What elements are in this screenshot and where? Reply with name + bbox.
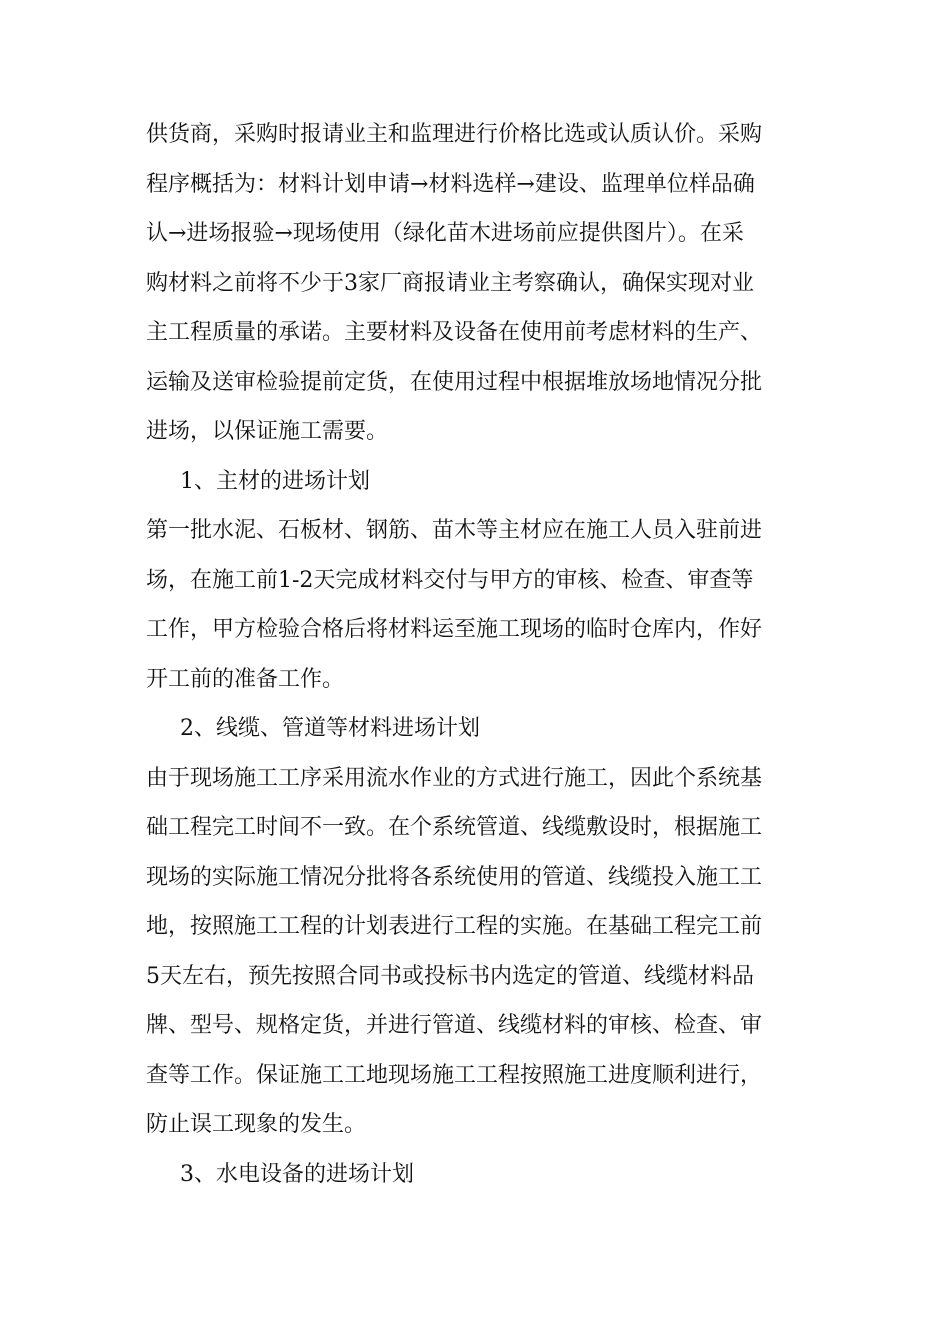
paragraph-line: 第一批水泥、石板材、钢筋、苗木等主材应在施工人员入驻前进 — [146, 518, 763, 543]
paragraph-line: 础工程完工时间不一致。在个系统管道、线缆敷设时，根据施工 — [146, 815, 763, 840]
document-page — [146, 110, 810, 1199]
paragraph-line: 防止误工现象的发生。 — [146, 1112, 367, 1137]
paragraph-line: 现场的实际施工情况分批将各系统使用的管道、线缆投入施工工 — [146, 864, 763, 890]
section-heading: 3、水电设备的进场计划 — [180, 1161, 414, 1187]
paragraph-line: 开工前的准备工作。 — [146, 666, 345, 692]
paragraph-line: 供货商，采购时报请业主和监理进行价格比选或认质认价。采购 — [146, 122, 763, 147]
paragraph-line: 场，在施工前1-2天完成材料交付与甲方的审核、检查、审查等 — [146, 567, 754, 593]
paragraph-line: 地，按照施工工程的计划表进行工程的实施。在基础工程完工前 — [146, 914, 763, 939]
paragraph-line: 牌、型号、规格定货，并进行管道、线缆材料的审核、检查、审 — [146, 1013, 763, 1038]
paragraph-line: 5天左右，预先按照合同书或投标书内选定的管道、线缆材料品 — [146, 963, 754, 989]
paragraph-line: 由于现场施工工序采用流水作业的方式进行施工，因此个系统基 — [146, 765, 763, 791]
section-heading: 2、线缆、管道等材料进场计划 — [180, 716, 480, 741]
paragraph-line: 运输及送审检验提前定货，在使用过程中根据堆放场地情况分批 — [146, 369, 763, 395]
paragraph-line: 进场，以保证施工需要。 — [146, 419, 389, 444]
paragraph-line: 查等工作。保证施工工地现场施工工程按照施工进度顺利进行， — [146, 1062, 763, 1088]
paragraph-line: 认→进场报验→现场使用（绿化苗木进场前应提供图片）。在采 — [146, 221, 744, 246]
paragraph-line: 程序概括为：材料计划申请→材料选样→建设、监理单位样品确 — [146, 171, 755, 197]
paragraph-line: 主工程质量的承诺。主要材料及设备在使用前考虑材料的生产、 — [146, 320, 763, 345]
paragraph-line: 工作，甲方检验合格后将材料运至施工现场的临时仓库内，作好 — [146, 617, 763, 642]
paragraph-line: 购材料之前将不少于3家厂商报请业主考察确认，确保实现对业 — [146, 270, 754, 296]
section-heading: 1、主材的进场计划 — [180, 468, 370, 494]
